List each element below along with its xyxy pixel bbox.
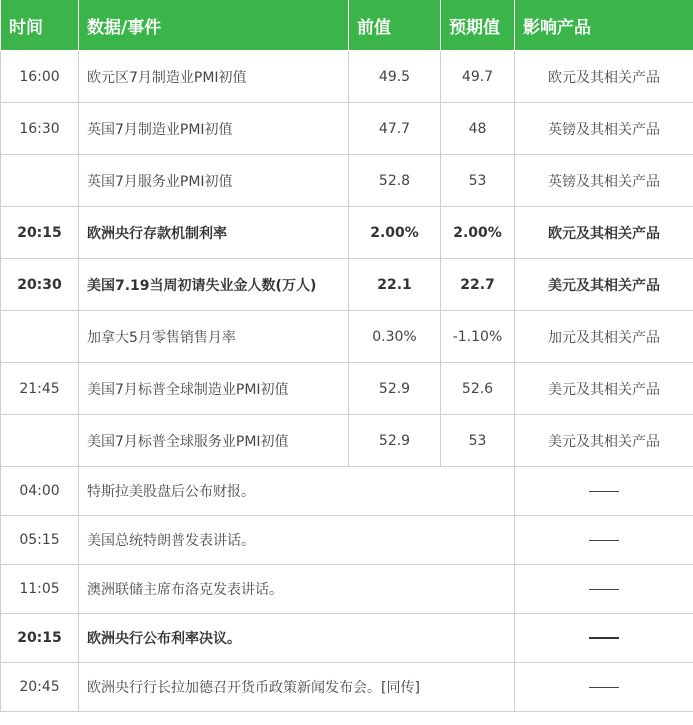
header-expected: 预期值 xyxy=(441,0,515,51)
row-products: 英镑及其相关产品 xyxy=(515,103,693,155)
event-time: 04:00 xyxy=(1,467,79,516)
row-time: 16:30 xyxy=(1,103,79,155)
row-expected: 49.7 xyxy=(441,51,515,103)
row-previous: 52.8 xyxy=(349,155,441,207)
table-row xyxy=(1,259,693,311)
event-text: 欧洲央行公布利率决议。 xyxy=(79,614,515,663)
row-event: 欧洲央行存款机制利率 xyxy=(79,207,349,259)
event-products xyxy=(515,565,693,614)
event-products xyxy=(515,467,693,516)
row-expected: 53 xyxy=(441,155,515,207)
table-row xyxy=(1,415,693,467)
row-expected: 22.7 xyxy=(441,259,515,311)
event-row xyxy=(1,565,693,614)
dash-mark xyxy=(589,637,619,639)
row-products: 美元及其相关产品 xyxy=(515,415,693,467)
row-time: 16:00 xyxy=(1,51,79,103)
row-previous: 49.5 xyxy=(349,51,441,103)
row-products: 美元及其相关产品 xyxy=(515,259,693,311)
row-products: 加元及其相关产品 xyxy=(515,311,693,363)
header-previous: 前值 xyxy=(349,0,441,51)
table-row xyxy=(1,51,693,103)
header-event: 数据/事件 xyxy=(79,0,349,51)
event-text: 特斯拉美股盘后公布财报。 xyxy=(79,467,515,516)
row-time xyxy=(1,155,79,207)
row-products: 欧元及其相关产品 xyxy=(515,51,693,103)
row-previous: 2.00% xyxy=(349,207,441,259)
table-row xyxy=(1,311,693,363)
row-previous: 52.9 xyxy=(349,363,441,415)
event-time: 20:45 xyxy=(1,663,79,712)
event-text: 美国总统特朗普发表讲话。 xyxy=(79,516,515,565)
row-time xyxy=(1,311,79,363)
event-row xyxy=(1,467,693,516)
row-event: 加拿大5月零售销售月率 xyxy=(79,311,349,363)
row-previous: 22.1 xyxy=(349,259,441,311)
row-event: 欧元区7月制造业PMI初值 xyxy=(79,51,349,103)
event-products xyxy=(515,663,693,712)
event-row xyxy=(1,663,693,712)
row-expected: -1.10% xyxy=(441,311,515,363)
table-row xyxy=(1,207,693,259)
row-expected: 2.00% xyxy=(441,207,515,259)
row-products: 美元及其相关产品 xyxy=(515,363,693,415)
event-text: 澳洲联储主席布洛克发表讲话。 xyxy=(79,565,515,614)
header-products: 影响产品 xyxy=(515,0,693,51)
row-time: 21:45 xyxy=(1,363,79,415)
dash-mark xyxy=(589,687,619,688)
row-time xyxy=(1,415,79,467)
row-previous: 47.7 xyxy=(349,103,441,155)
event-products xyxy=(515,614,693,663)
header-time: 时间 xyxy=(1,0,79,51)
event-time: 11:05 xyxy=(1,565,79,614)
event-products xyxy=(515,516,693,565)
row-event: 美国7.19当周初请失业金人数(万人) xyxy=(79,259,349,311)
table-row xyxy=(1,103,693,155)
row-event: 美国7月标普全球服务业PMI初值 xyxy=(79,415,349,467)
event-text: 欧洲央行行长拉加德召开货币政策新闻发布会。[同传] xyxy=(79,663,515,712)
row-expected: 53 xyxy=(441,415,515,467)
event-row xyxy=(1,516,693,565)
dash-mark xyxy=(589,491,619,492)
dash-mark xyxy=(589,540,619,541)
row-time: 20:30 xyxy=(1,259,79,311)
table-row xyxy=(1,155,693,207)
row-products: 欧元及其相关产品 xyxy=(515,207,693,259)
row-event: 美国7月标普全球制造业PMI初值 xyxy=(79,363,349,415)
row-expected: 48 xyxy=(441,103,515,155)
row-previous: 52.9 xyxy=(349,415,441,467)
event-time: 05:15 xyxy=(1,516,79,565)
table-row xyxy=(1,363,693,415)
table-header-row xyxy=(1,0,693,51)
row-products: 英镑及其相关产品 xyxy=(515,155,693,207)
row-event: 英国7月服务业PMI初值 xyxy=(79,155,349,207)
row-time: 20:15 xyxy=(1,207,79,259)
event-row xyxy=(1,614,693,663)
dash-mark xyxy=(589,589,619,590)
event-time: 20:15 xyxy=(1,614,79,663)
row-expected: 52.6 xyxy=(441,363,515,415)
row-event: 英国7月制造业PMI初值 xyxy=(79,103,349,155)
row-previous: 0.30% xyxy=(349,311,441,363)
